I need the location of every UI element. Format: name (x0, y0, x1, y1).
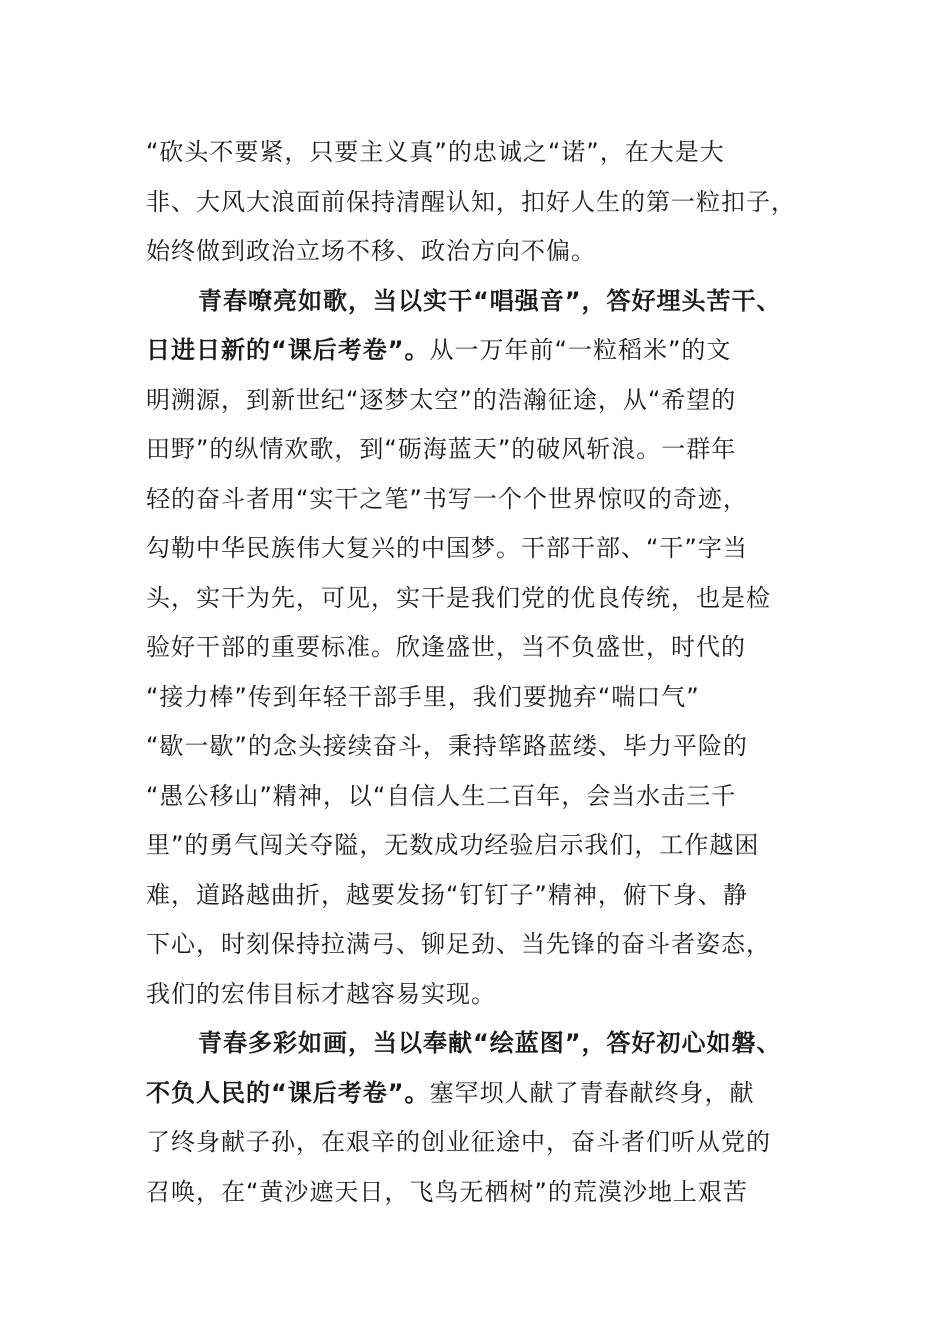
paragraph-2-line-15: 我们的宏伟目标才越容易实现。 (146, 979, 496, 1008)
paragraph-2-line-3: 明溯源，到新世纪“逐梦太空”的浩瀚征途，从“希望的 (146, 385, 737, 414)
paragraph-3-heading-line-2: 不负人民的“课后考卷”。 (146, 1078, 430, 1107)
paragraph-3-line-2-rest: 塞罕坝人献了青春献终身，献 (429, 1078, 755, 1107)
paragraph-2-line-4: 田野”的纵情欢歌，到“砺海蓝天”的破风斩浪。一群年 (146, 435, 737, 463)
paragraph-3-heading-line-1: 青春多彩如画，当以奉献“绘蓝图”，答好初心如磐、 (198, 1029, 782, 1057)
paragraph-2-line-11: “愚公移山”精神，以“自信人生二百年，会当水击三千 (146, 781, 737, 810)
paragraph-2-heading-line-1: 青春嘹亮如歌，当以实干“唱强音”，答好埋头苦干、 (198, 286, 782, 315)
paragraph-2-line-12: 里”的勇气闯关夺隘，无数成功经验启示我们，工作越困 (146, 831, 760, 859)
paragraph-2-line-5: 轻的奋斗者用“实干之笔”书写一个个世界惊叹的奇迹， (146, 484, 748, 513)
paragraph-3-line-2 (146, 1069, 806, 1119)
paragraph-2-line-6: 勾勒中华民族伟大复兴的中国梦。干部干部、“干”字当 (146, 534, 748, 562)
paragraph-2-heading-line-2: 日进日新的“课后考卷”。 (146, 336, 430, 364)
paragraph-2-line-14: 下心，时刻保持拉满弓、铆足劲、当先锋的奋斗者姿态， (146, 930, 771, 958)
paragraph-3-line-4: 召唤，在“黄沙遮天日，飞鸟无栖树”的荒漠沙地上艰苦 (146, 1177, 748, 1206)
paragraph-2-line-2-rest: 从一万年前“一粒稻米”的文 (429, 336, 732, 364)
paragraph-2-line-2 (146, 326, 806, 376)
paragraph-3-line-3: 了终身献子孙，在艰辛的创业征途中，奋斗者们听从党的 (146, 1128, 771, 1156)
paragraph-2-line-8: 验好干部的重要标准。欣逢盛世，当不负盛世，时代的 (146, 633, 746, 661)
paragraph-1-line-2: 非、大风大浪面前保持清醒认知，扣好人生的第一粒扣子， (146, 187, 796, 216)
paragraph-2-line-13: 难，道路越曲折，越要发扬“钉钉子”精神，俯下身、静 (146, 880, 748, 909)
paragraph-2-line-7: 头，实干为先，可见，实干是我们党的优良传统，也是检 (146, 583, 771, 612)
document-body (146, 128, 806, 1217)
paragraph-1-line-3: 始终做到政治立场不移、政治方向不偏。 (146, 237, 596, 265)
paragraph-1-line-1: “砍头不要紧，只要主义真”的忠诚之“诺”，在大是大 (146, 138, 725, 166)
paragraph-2-line-10: “歇一歇”的念头接续奋斗，秉持筚路蓝缕、毕力平险的 (146, 732, 748, 760)
paragraph-2-line-9: “接力棒”传到年轻干部手里，我们要抛弃“喘口气” (146, 682, 700, 711)
